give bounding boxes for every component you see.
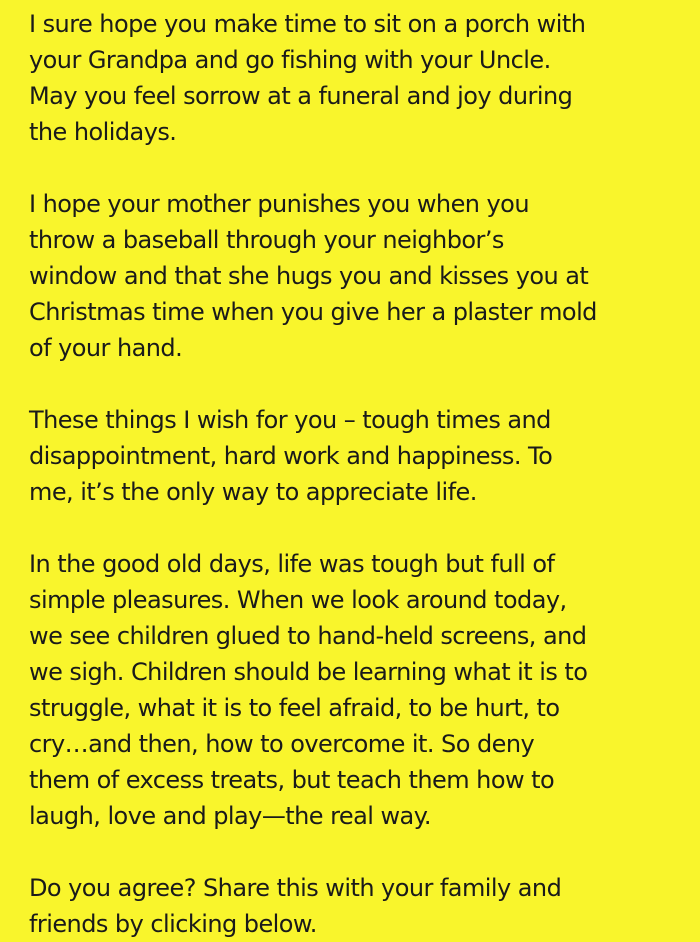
text-line: the holidays. [29,118,177,146]
text-line: them of excess treats, but teach them how to [29,766,555,794]
text-line: I hope your mother punishes you when you [29,190,529,218]
text-line: simple pleasures. When we look around today, [29,586,567,614]
text-line: throw a baseball through your neighbor’s [29,226,504,254]
text-line: May you feel sorrow at a funeral and joy during [29,82,573,110]
text-line: cry…and then, how to overcome it. So deny [29,730,535,758]
text-line: Do you agree? Share this with your family and [29,874,562,902]
text-line: your Grandpa and go fishing with your Uncle. [29,46,551,74]
text-line: In the good old days, life was tough but full of [29,550,555,578]
text-line: disappointment, hard work and happiness. To [29,442,553,470]
text-line: of your hand. [29,334,183,362]
paragraph-mother [29,186,680,366]
paragraph-old-days [29,546,680,834]
text-line: friends by clicking below. [29,910,317,938]
text-line: I sure hope you make time to sit on a porch with [29,10,586,38]
text-line: me, it’s the only way to appreciate life. [29,478,477,506]
text-line: struggle, what it is to feel afraid, to be hurt, to [29,694,560,722]
paragraph-wishes [29,402,680,510]
paragraph-share-prompt [29,870,680,942]
paragraph-porch [29,6,680,150]
text-line: we sigh. Children should be learning what it is to [29,658,588,686]
text-line: window and that she hugs you and kisses you at [29,262,589,290]
text-line: Christmas time when you give her a plaster mold [29,298,597,326]
text-line: laugh, love and play—the real way. [29,802,432,830]
text-line: These things I wish for you – tough times and [29,406,551,434]
text-line: we see children glued to hand-held screens, and [29,622,587,650]
